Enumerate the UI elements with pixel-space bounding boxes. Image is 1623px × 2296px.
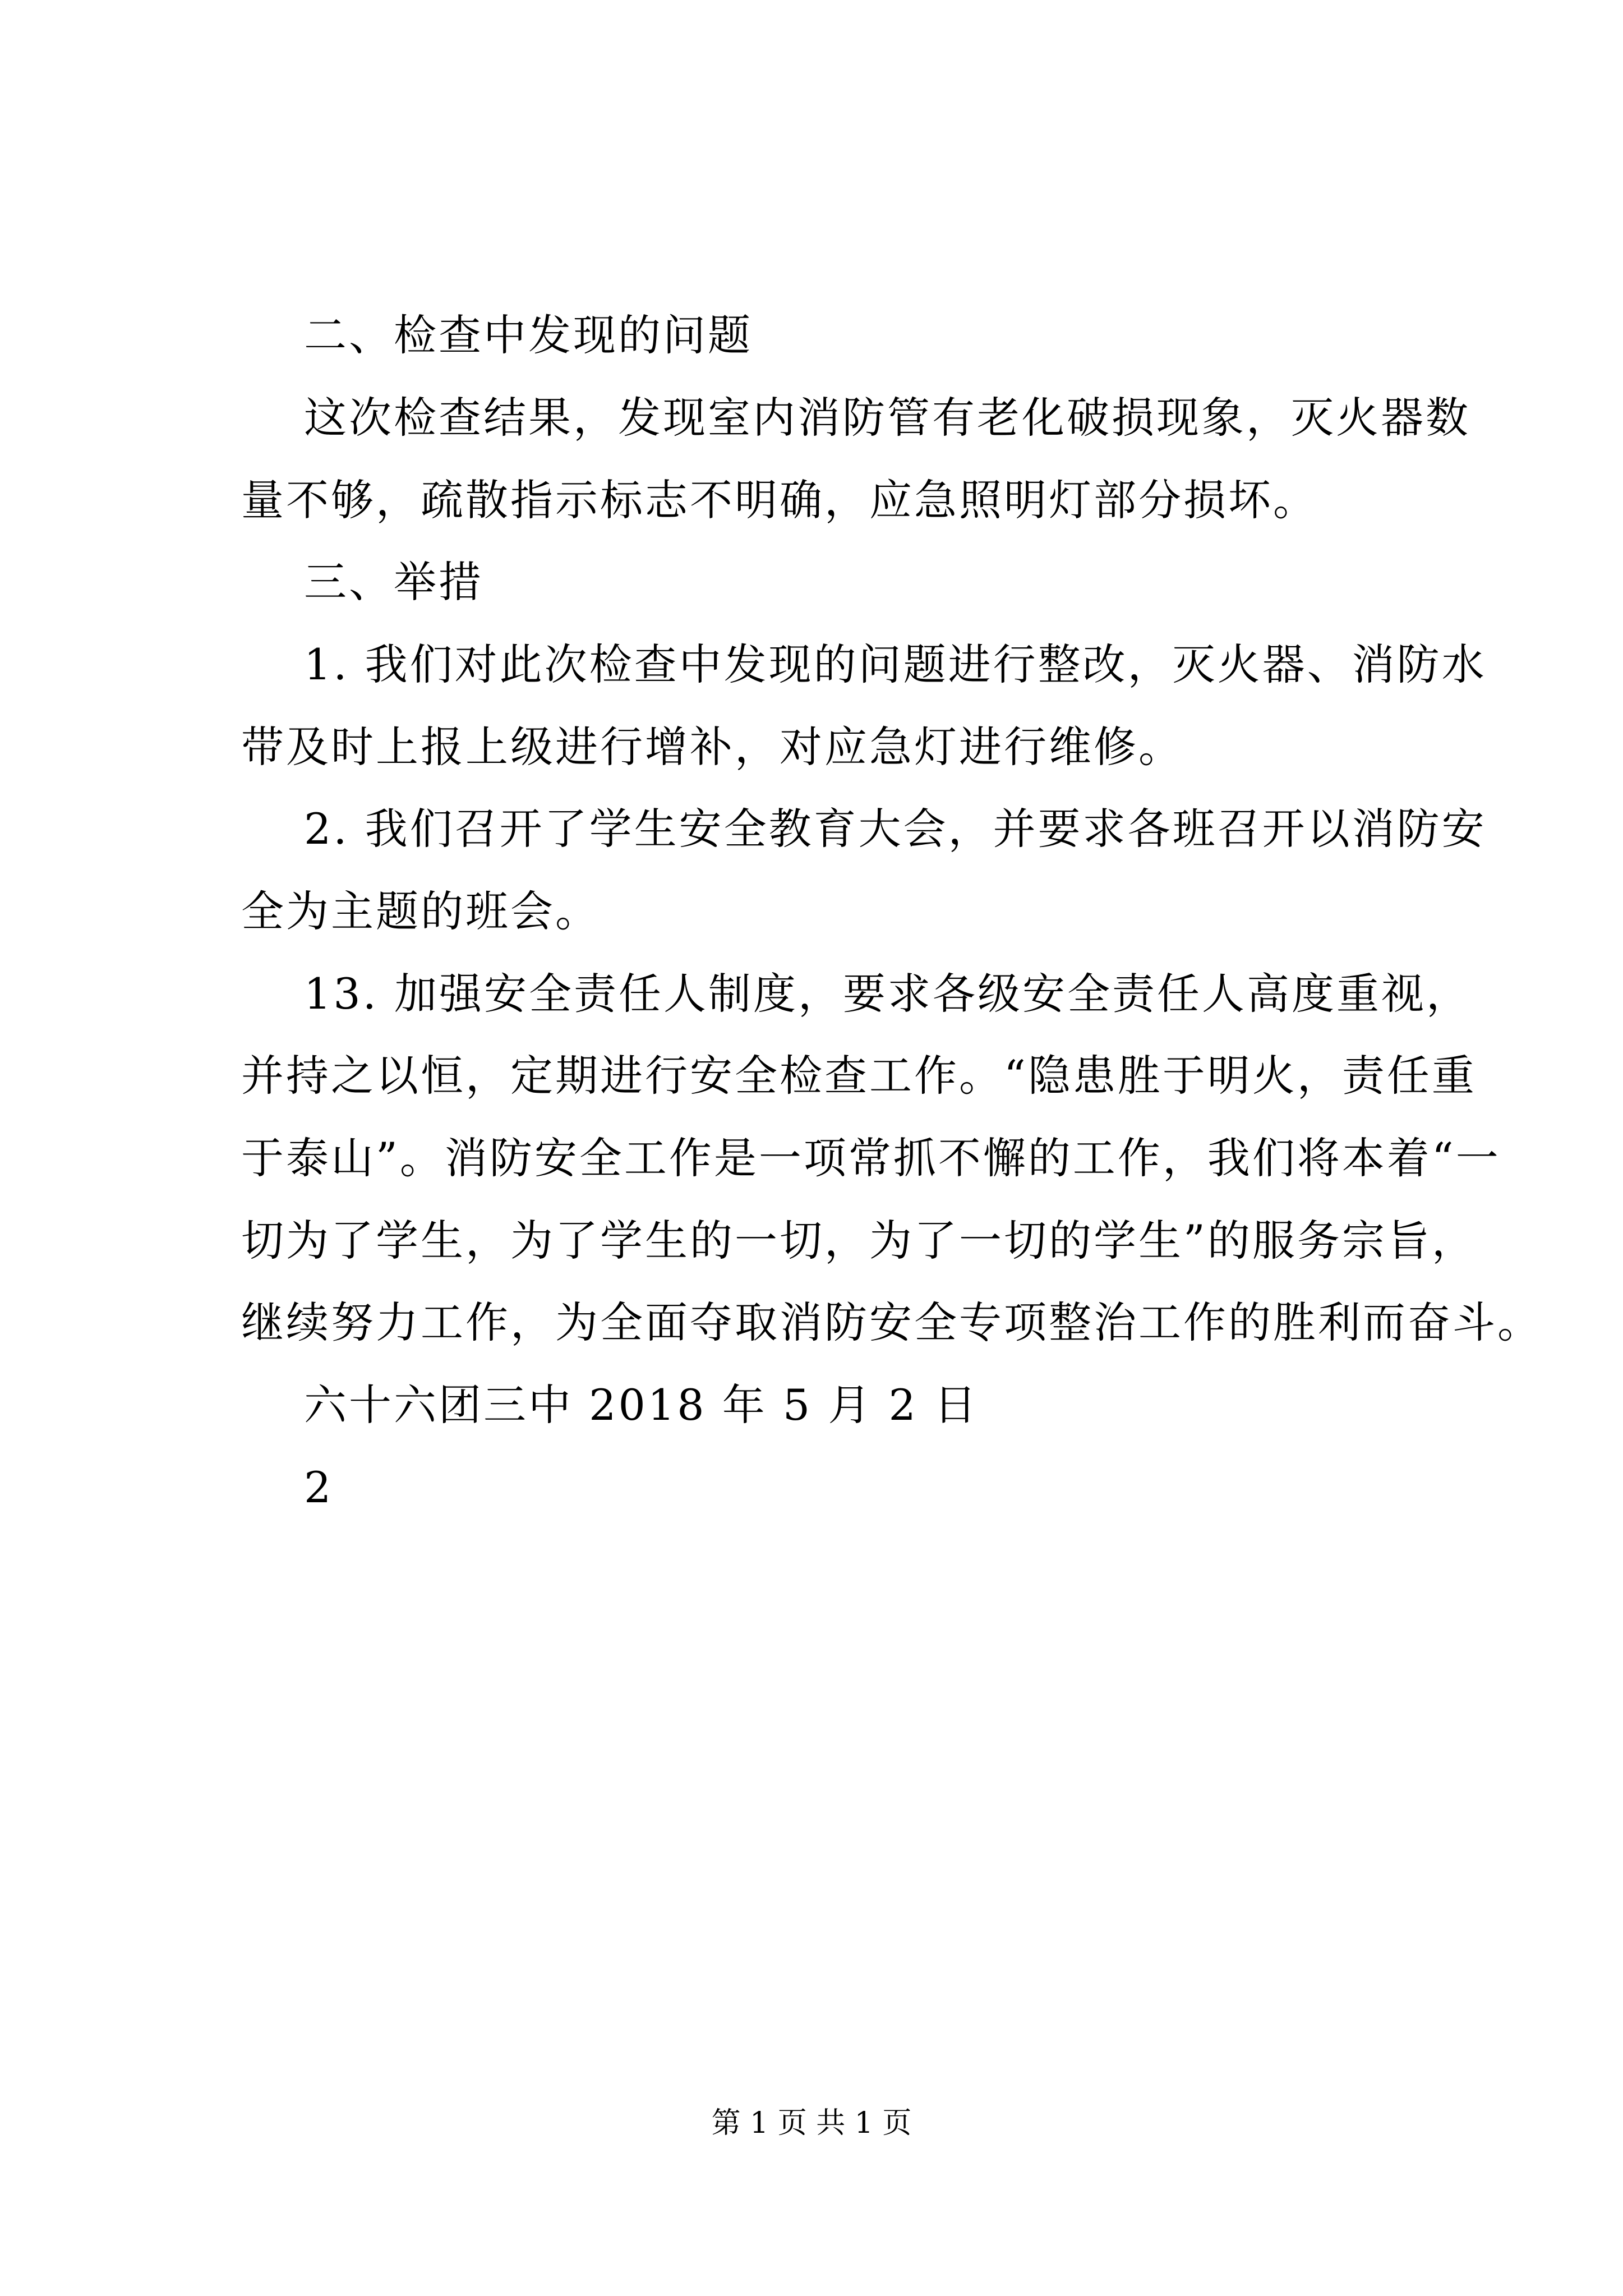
paragraph-line: 带及时上报上级进行增补，对应急灯进行维修。	[241, 722, 1183, 772]
paragraph-line: 1. 我们对此次检查中发现的问题进行整改，灭火器、消防水	[304, 639, 1487, 689]
paragraph-line: 切为了学生，为了学生的一切，为了一切的学生”的服务宗旨，	[241, 1216, 1477, 1266]
paragraph-line: 并持之以恒，定期进行安全检查工作。“隐患胜于明火，责任重	[241, 1051, 1477, 1101]
paragraph-line: 全为主题的班会。	[241, 886, 600, 936]
paragraph-line: 继续努力工作，为全面夺取消防安全专项整治工作的胜利而奋斗。	[241, 1297, 1542, 1347]
paragraph-line: 于泰山”。消防安全工作是一项常抓不懈的工作，我们将本着“一	[241, 1133, 1501, 1183]
signature-date-line: 六十六团三中 2018 年 5 月 2 日	[304, 1380, 979, 1430]
paragraph-line: 13. 加强安全责任人制度，要求各级安全责任人高度重视，	[304, 969, 1472, 1019]
page-footer: 第 1 页 共 1 页	[711, 2106, 912, 2140]
paragraph-line: 量不够，疏散指示标志不明确，应急照明灯部分损坏。	[241, 475, 1318, 525]
page-number-inline: 2	[304, 1462, 334, 1512]
section-heading-measures: 三、举措	[304, 557, 483, 607]
paragraph-line: 2. 我们召开了学生安全教育大会，并要求各班召开以消防安	[304, 804, 1487, 854]
section-heading-problems: 二、检查中发现的问题	[304, 310, 753, 360]
paragraph-line: 这次检查结果，发现室内消防管有老化破损现象，灭火器数	[304, 393, 1470, 443]
